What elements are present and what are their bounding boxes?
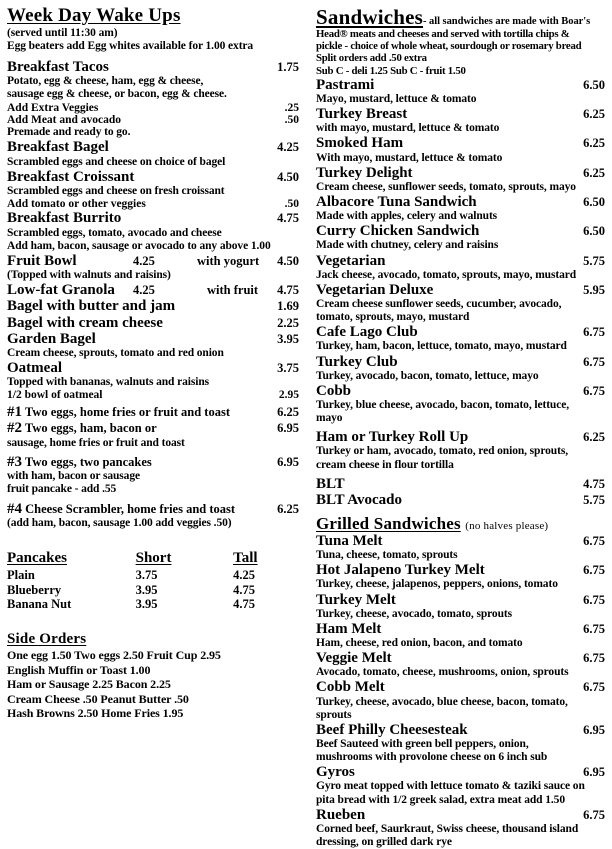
table-row — [7, 597, 299, 612]
item-price: 6.75 — [583, 325, 605, 340]
item-name: Ham Melt — [316, 620, 382, 637]
menu-item-curry-chicken-sandwich — [316, 223, 605, 239]
item-price: 6.25 — [583, 430, 605, 445]
right-column — [306, 0, 612, 848]
item-desc: Cream cheese, sunflower seeds, tomato, sprouts, mayo — [316, 180, 576, 193]
menu-item-breakfast-croissant — [7, 169, 299, 185]
item-name: Pastrami — [316, 76, 375, 93]
menu-item-cobb — [316, 383, 605, 399]
menu-item-blt — [316, 476, 605, 492]
item-desc: Turkey, cheese, jalapenos, peppers, onions, tomato — [316, 578, 558, 591]
side-order-line: One egg 1.50 Two eggs 2.50 Fruit Cup 2.95 — [7, 647, 221, 662]
item-desc: mushrooms with provolone cheese on 6 inch sub — [316, 751, 548, 764]
section-heading-week-day-wake-ups — [7, 6, 299, 27]
pancake-price-short: 3.75 — [135, 567, 158, 582]
item-price: 4.50 — [277, 169, 299, 184]
item-price: 6.75 — [583, 651, 605, 666]
pancakes-heading-label: Pancakes — [7, 550, 67, 567]
side-order-line: Ham or Sausage 2.25 Bacon 2.25 — [7, 677, 171, 692]
sandwiches-note-line: pickle - choice of whole wheat, sourdough or rosemary bread — [316, 40, 582, 53]
item-price: 6.25 — [583, 136, 605, 151]
side-order-line: Cream Cheese .50 Peanut Butter .50 — [7, 691, 189, 706]
addon-price: .25 — [284, 101, 299, 114]
addon-label: Add Extra Veggies — [7, 101, 99, 114]
item-option-label: with yogurt — [197, 253, 260, 268]
side-order-line: English Muffin or Toast 1.00 — [7, 662, 151, 677]
combo-text — [7, 501, 235, 518]
combo-number: #4 — [7, 500, 22, 517]
item-price: 6.75 — [583, 563, 605, 578]
pancakes-column-short-label: Short — [135, 550, 172, 567]
item-price: 2.25 — [277, 315, 299, 330]
item-desc: Gyro meat topped with lettuce tomato & taziki sauce on — [316, 780, 585, 793]
item-price: 6.75 — [583, 592, 605, 607]
item-price: 6.50 — [583, 77, 605, 92]
item-desc: Beef Sauteed with green bell peppers, onion, — [316, 737, 529, 750]
menu-item-bagel-with-butter-and-jam — [7, 298, 299, 314]
pancake-price-tall: 4.25 — [233, 567, 255, 582]
side-order-line: Hash Browns 2.50 Home Fries 1.95 — [7, 706, 184, 721]
item-price: 4.25 — [277, 140, 299, 155]
item-desc: Turkey, blue cheese, avocado, bacon, tomato, lettuce, — [316, 399, 570, 412]
breakfast-tacos-desc-line-2: sausage egg & cheese, or bacon, egg & cheese. — [7, 88, 227, 101]
grilled-sandwiches-note: (no halves please) — [465, 520, 549, 533]
item-name: Vegetarian Deluxe — [316, 281, 434, 298]
addon-label: Add Meat and avocado — [7, 113, 122, 126]
item-price: 6.75 — [583, 533, 605, 548]
item-name: Bagel with cream cheese — [7, 314, 163, 331]
item-desc: Mayo, mustard, lettuce & tomato — [316, 92, 477, 105]
item-option-price: 4.50 — [277, 253, 299, 268]
breakfast-croissant-desc: Scrambled eggs and cheese on fresh croissant — [7, 184, 225, 197]
menu-item-hot-jalapeno-turkey-melt — [316, 562, 605, 578]
combo-4-extra-line: (add ham, bacon, sausage 1.00 add veggies .50) — [7, 517, 232, 530]
pancakes-column-short — [130, 550, 223, 568]
item-desc: Turkey, cheese, avocado, blue cheese, bacon, tomato, — [316, 695, 568, 708]
menu-item-breakfast-burrito — [7, 210, 299, 226]
item-name: Gyros — [316, 764, 355, 781]
item-name: Breakfast Tacos — [7, 59, 109, 76]
item-name: 1/2 bowl of oatmeal — [7, 389, 103, 402]
item-price: 6.25 — [583, 107, 605, 122]
item-price: 1.75 — [277, 60, 299, 75]
item-desc: cream cheese in flour tortilla — [316, 458, 454, 471]
item-name: Tuna Melt — [316, 532, 383, 549]
item-name: Oatmeal — [7, 360, 62, 377]
table-row — [7, 583, 299, 598]
menu-item-rueben — [316, 807, 605, 823]
item-name: Rueben — [316, 806, 366, 823]
breakfast-burrito-desc: Scrambled eggs, tomato, avocado and cheese — [7, 226, 222, 239]
menu-item-cobb-melt — [316, 679, 605, 695]
item-name: Curry Chicken Sandwich — [316, 223, 480, 240]
pancakes-column-tall-label: Tall — [233, 550, 258, 567]
item-price: 1.69 — [277, 299, 299, 314]
item-desc: dressing, on grilled dark rye — [316, 835, 452, 848]
menu-item-fruit-bowl — [7, 253, 299, 269]
menu-item-combo-4 — [7, 501, 299, 518]
item-desc: Turkey, ham, bacon, lettuce, tomato, mayo, mustard — [316, 340, 567, 353]
item-price: 3.75 — [277, 361, 299, 376]
section-heading-sandwiches — [316, 6, 605, 28]
combo-number: #1 — [7, 403, 22, 420]
item-desc: Tuna, cheese, tomato, sprouts — [316, 549, 458, 562]
sandwiches-note-line: Head® meats and cheeses and served with tortilla chips & — [316, 28, 570, 41]
combo-3-extra-line-1: with ham, bacon or sausage — [7, 470, 140, 483]
item-name: Cobb — [316, 382, 352, 399]
menu-item-ham-or-turkey-roll-up — [316, 429, 605, 445]
menu-item-albacore-tuna-sandwich — [316, 194, 605, 210]
item-price: 6.75 — [583, 621, 605, 636]
combo-text — [7, 420, 157, 437]
menu-item-vegetarian — [316, 253, 605, 269]
addon-meat-and-avocado — [7, 114, 299, 126]
sandwiches-note-line: Split orders add .50 extra — [316, 52, 427, 65]
breakfast-tacos-premade-note: Premade and ready to go. — [7, 126, 131, 139]
grilled-sandwiches-title: Grilled Sandwiches — [316, 514, 461, 534]
item-desc: pita bread with 1/2 greek salad, extra meat add 1.50 — [316, 793, 565, 806]
item-desc: with mayo, mustard, lettuce & tomato — [316, 122, 500, 135]
section-heading-side-orders — [7, 632, 299, 648]
item-price: 5.75 — [583, 492, 605, 507]
wake-ups-served-until: (served until 11:30 am) — [7, 26, 118, 39]
item-price: 3.95 — [277, 331, 299, 346]
item-name: Beef Philly Cheesesteak — [316, 721, 468, 738]
menu-item-breakfast-bagel — [7, 139, 299, 155]
item-name: Vegetarian — [316, 252, 386, 269]
menu-item-turkey-club — [316, 354, 605, 370]
menu-item-garden-bagel — [7, 331, 299, 347]
item-option-label: with fruit — [207, 283, 259, 298]
item-name: Cafe Lago Club — [316, 324, 418, 341]
breakfast-bagel-desc: Scrambled eggs and cheese on choice of bagel — [7, 155, 226, 168]
item-price: 5.75 — [583, 253, 605, 268]
week-day-wake-ups-title: Week Day Wake Ups — [7, 5, 181, 26]
pancakes-table — [7, 550, 299, 612]
pancake-price-short: 3.95 — [135, 597, 158, 612]
combo-3-extra-line-2: fruit pancake - add .55 — [7, 483, 117, 496]
pancake-price-tall: 4.75 — [233, 582, 255, 597]
item-price: 6.95 — [583, 722, 605, 737]
garden-bagel-desc: Cream cheese, sprouts, tomato and red onion — [7, 346, 224, 359]
oatmeal-desc: Topped with bananas, walnuts and raisins — [7, 376, 210, 389]
item-desc: With mayo, mustard, lettuce & tomato — [316, 151, 503, 164]
item-name: Fruit Bowl — [7, 252, 77, 269]
combo-desc: Two eggs, two pancakes — [24, 454, 152, 469]
side-orders-title: Side Orders — [7, 631, 87, 648]
item-desc: sprouts — [316, 708, 352, 721]
item-name: Low-fat Granola — [7, 282, 115, 299]
item-name: BLT Avocado — [316, 491, 403, 508]
menu-item-vegetarian-deluxe — [316, 282, 605, 298]
menu-item-pastrami — [316, 77, 605, 93]
item-name: Turkey Delight — [316, 164, 413, 181]
item-desc: Jack cheese, avocado, tomato, sprouts, mayo, mustard — [316, 268, 577, 281]
menu-item-smoked-ham — [316, 135, 605, 151]
menu-item-blt-avocado — [316, 492, 605, 508]
item-price: 6.75 — [583, 354, 605, 369]
combo-price: 6.95 — [277, 421, 299, 436]
item-price: 6.75 — [583, 383, 605, 398]
item-name: Veggie Melt — [316, 650, 392, 667]
menu-item-turkey-delight — [316, 165, 605, 181]
menu-item-gyros — [316, 764, 605, 780]
combo-desc: Cheese Scrambler, home fries and toast — [25, 501, 236, 516]
item-desc: Turkey, cheese, avocado, tomato, sprouts — [316, 607, 512, 620]
combo-text — [7, 454, 152, 471]
combo-price: 6.25 — [277, 404, 299, 419]
combo-number: #2 — [7, 420, 22, 437]
combo-number: #3 — [7, 453, 22, 470]
item-price: 4.25 — [133, 253, 155, 268]
item-price: 6.50 — [583, 194, 605, 209]
item-desc: Turkey, avocado, bacon, tomato, lettuce, mayo — [316, 369, 539, 382]
combo-desc: Two eggs, ham, bacon or — [24, 421, 157, 436]
addon-tomato-or-veggies — [7, 198, 299, 210]
item-desc: mayo — [316, 412, 343, 425]
combo-text — [7, 404, 230, 421]
pancake-name: Blueberry — [7, 582, 62, 597]
item-desc: tomato, sprouts, mayo, mustard — [316, 311, 470, 324]
pancake-name: Plain — [7, 567, 35, 582]
item-price: 4.75 — [277, 211, 299, 226]
menu-item-turkey-melt — [316, 592, 605, 608]
item-price: 6.50 — [583, 224, 605, 239]
menu-item-cafe-lago-club — [316, 324, 605, 340]
pancake-name: Banana Nut — [7, 597, 72, 612]
item-price: 2.95 — [278, 389, 299, 402]
item-name: Turkey Melt — [316, 591, 396, 608]
combo-price: 6.25 — [277, 501, 299, 516]
combo-desc: Two eggs, home fries or fruit and toast — [24, 404, 230, 419]
pancakes-heading — [7, 550, 130, 568]
item-name: Ham or Turkey Roll Up — [316, 429, 469, 446]
item-desc: Cream cheese sunflower seeds, cucumber, avocado, — [316, 298, 562, 311]
item-name: Breakfast Burrito — [7, 210, 122, 227]
sandwiches-sub-line: Sub C - deli 1.25 Sub C - fruit 1.50 — [316, 64, 466, 77]
menu-item-combo-2 — [7, 420, 299, 437]
pancake-price-tall: 4.75 — [233, 597, 255, 612]
menu-item-combo-1 — [7, 404, 299, 421]
fruit-bowl-desc: (Topped with walnuts and raisins) — [7, 269, 171, 282]
menu-item-oatmeal — [7, 360, 299, 376]
section-heading-grilled-sandwiches — [316, 515, 605, 533]
item-name: Hot Jalapeno Turkey Melt — [316, 562, 485, 579]
item-name: Smoked Ham — [316, 135, 404, 152]
menu-item-bagel-with-cream-cheese — [7, 315, 299, 331]
item-price: 6.95 — [583, 765, 605, 780]
breakfast-tacos-desc-line-1: Potato, egg & cheese, ham, egg & cheese, — [7, 75, 204, 88]
menu-item-half-bowl-oatmeal — [7, 389, 299, 401]
item-name: Turkey Club — [316, 353, 398, 370]
addon-price: .50 — [284, 198, 299, 211]
item-name: Breakfast Croissant — [7, 168, 135, 185]
item-price: 4.25 — [133, 283, 155, 298]
combo-price: 6.95 — [277, 454, 299, 469]
left-column — [0, 0, 306, 721]
item-option-price: 4.75 — [277, 283, 299, 298]
breakfast-burrito-add-meat-note: Add ham, bacon, sausage or avocado to any above 1.00 — [7, 239, 271, 252]
addon-label: Add tomato or other veggies — [7, 198, 146, 211]
item-price: 4.75 — [583, 476, 605, 491]
menu-item-combo-3 — [7, 454, 299, 471]
item-name: Turkey Breast — [316, 106, 408, 123]
item-name: Breakfast Bagel — [7, 139, 109, 156]
menu-item-tuna-melt — [316, 533, 605, 549]
sandwiches-heading-note: - all sandwiches are made with Boar's — [423, 16, 591, 27]
menu-item-veggie-melt — [316, 650, 605, 666]
item-name: BLT — [316, 475, 345, 492]
wake-ups-egg-beaters-note: Egg beaters add Egg whites available for 1.00 extra — [7, 40, 254, 53]
menu-item-breakfast-tacos — [7, 59, 299, 75]
item-desc: Turkey or ham, avocado, tomato, red onion, sprouts, — [316, 445, 568, 458]
item-name: Albacore Tuna Sandwich — [316, 193, 477, 210]
item-desc: Ham, cheese, red onion, bacon, and tomato — [316, 636, 523, 649]
menu-item-ham-melt — [316, 621, 605, 637]
sandwiches-title: Sandwiches — [316, 5, 424, 29]
item-price: 6.25 — [583, 165, 605, 180]
table-row — [7, 568, 299, 583]
item-price: 5.95 — [583, 282, 605, 297]
pancake-price-short: 3.95 — [135, 582, 158, 597]
item-desc: Made with apples, celery and walnuts — [316, 210, 498, 223]
item-name: Bagel with butter and jam — [7, 298, 176, 315]
item-name: Garden Bagel — [7, 330, 96, 347]
item-price: 6.75 — [583, 680, 605, 695]
addon-price: .50 — [284, 113, 299, 126]
combo-2-extra-line: sausage, home fries or fruit and toast — [7, 436, 185, 449]
menu-item-beef-philly-cheesesteak — [316, 722, 605, 738]
item-name: Cobb Melt — [316, 679, 385, 696]
menu-item-turkey-breast — [316, 106, 605, 122]
addon-extra-veggies — [7, 102, 299, 114]
item-desc: Avocado, tomato, cheese, mushrooms, onion, sprouts — [316, 666, 569, 679]
menu-item-low-fat-granola — [7, 282, 299, 298]
item-price: 6.75 — [583, 807, 605, 822]
pancakes-column-tall — [223, 550, 299, 568]
pancakes-header-row — [7, 550, 299, 568]
item-desc: Corned beef, Saurkraut, Swiss cheese, thousand island — [316, 822, 579, 835]
item-desc: Made with chutney, celery and raisins — [316, 239, 499, 252]
